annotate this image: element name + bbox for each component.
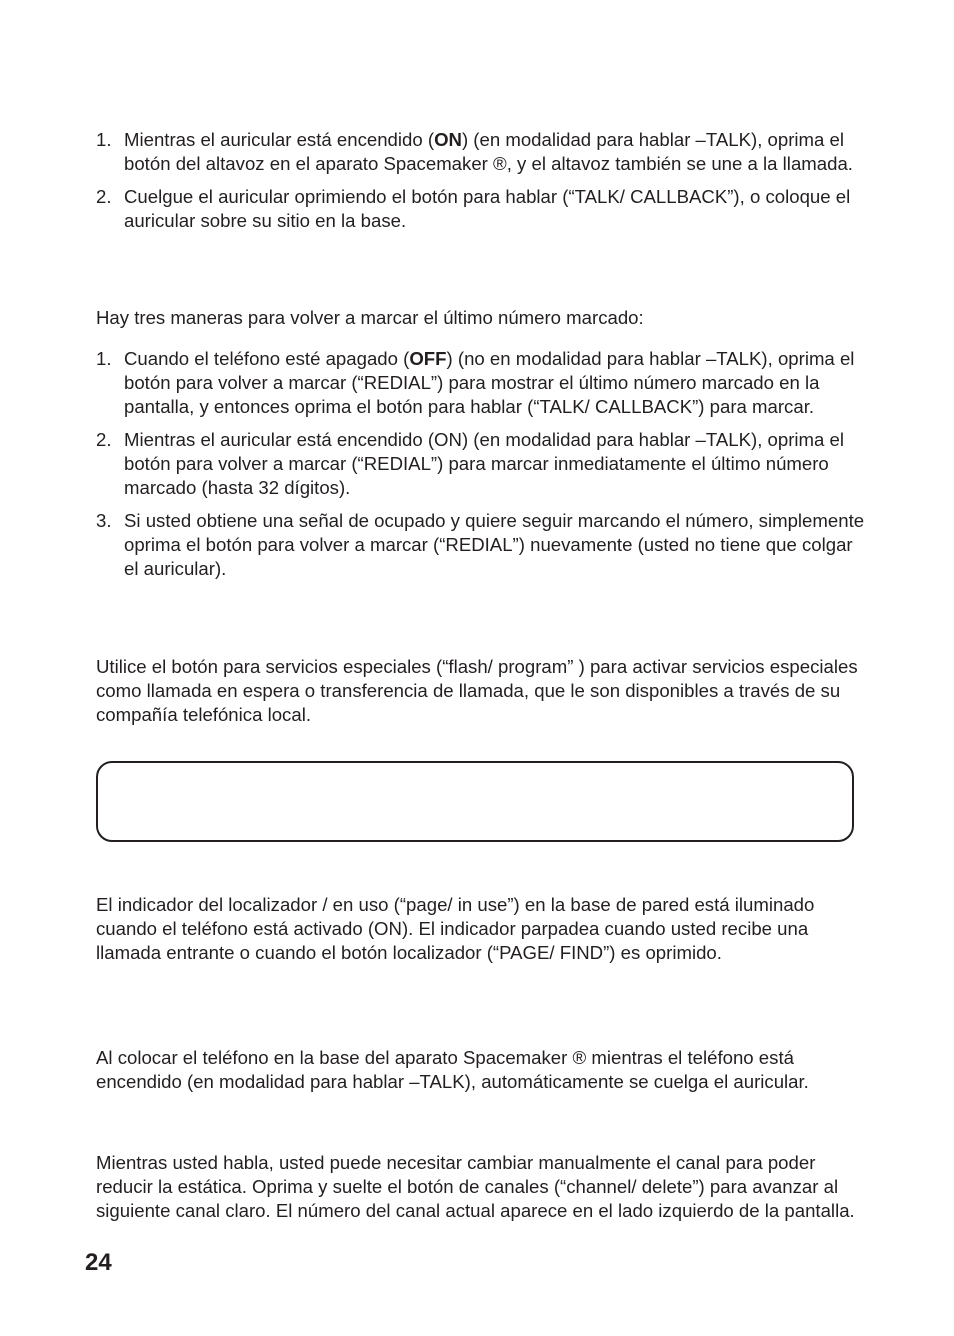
list-item-number: 2.: [96, 429, 112, 450]
list-item: [96, 428, 866, 500]
list-item-text-start: Cuando el teléfono esté apagado (: [124, 348, 410, 369]
hangup-paragraph: Al colocar el teléfono en la base del aparato Spacemaker ® mientras el teléfono está encendido (en modalidad para hablar –TALK), automáticamente se cuelga el auricular.: [96, 1047, 809, 1092]
talk-steps-list: [96, 128, 866, 242]
redial-intro: Hay tres maneras para volver a marcar el último número marcado:: [96, 307, 644, 328]
list-item: [96, 509, 866, 581]
list-item-text-start: Mientras el auricular está encendido (: [124, 129, 435, 150]
list-item-number: 2.: [96, 186, 112, 207]
list-item-text-end: ) (en modalidad para hablar –TALK), oprima el botón del altavoz en el aparato Spacemaker ®, y el altavoz también se une a la llamada.: [124, 129, 853, 174]
list-item-bold-term: OFF: [409, 348, 447, 369]
redial-steps-list: [96, 347, 866, 590]
channel-paragraph: Mientras usted habla, usted puede necesitar cambiar manualmente el canal para poder reducir la estática. Oprima y suelte el botón de canales (“channel/ delete”) para avanzar al siguiente canal claro. El número del canal actual aparece en el lado izquierdo de la pantalla.: [96, 1152, 855, 1221]
list-item: [96, 347, 866, 419]
list-item-number: 1.: [96, 129, 112, 150]
list-item-text-end: ) (no en modalidad para hablar –TALK), oprima el botón para volver a marcar (“REDIAL”) para mostrar el último número marcado en la pantalla, y entonces oprima el botón para hablar (“TALK/ CALLBACK”) para marcar.: [124, 348, 855, 417]
list-item: [96, 185, 866, 233]
list-item-bold-term: ON: [434, 129, 462, 150]
flash-paragraph: Utilice el botón para servicios especiales (“flash/ program” ) para activar servicios especiales como llamada en espera o transferencia de llamada, que le son disponibles a través de su compañía telefónica local.: [96, 656, 858, 725]
page-number: 24: [85, 1249, 112, 1276]
list-item-text: Mientras el auricular está encendido (ON) (en modalidad para hablar –TALK), oprima el botón para volver a marcar (“REDIAL”) para marcar inmediatamente el último número marcado (hasta 32 dígitos).: [124, 429, 844, 498]
list-item-number: 1.: [96, 348, 112, 369]
indicator-paragraph: El indicador del localizador / en uso (“page/ in use”) en la base de pared está iluminado cuando el teléfono está activado (ON). El indicador parpadea cuando usted recibe una llamada entrante o cuando el botón localizador (“PAGE/ FIND”) es oprimido.: [96, 894, 815, 963]
list-item-text: Cuelgue el auricular oprimiendo el botón para hablar (“TALK/ CALLBACK”), o coloque el auricular sobre su sitio en la base.: [124, 186, 851, 231]
callout-box: [96, 761, 854, 842]
list-item-text: Si usted obtiene una señal de ocupado y quiere seguir marcando el número, simplemente oprima el botón para volver a marcar (“REDIAL”) nuevamente (usted no tiene que colgar el auricular).: [124, 510, 865, 579]
list-item-number: 3.: [96, 510, 112, 531]
list-item: [96, 128, 866, 176]
